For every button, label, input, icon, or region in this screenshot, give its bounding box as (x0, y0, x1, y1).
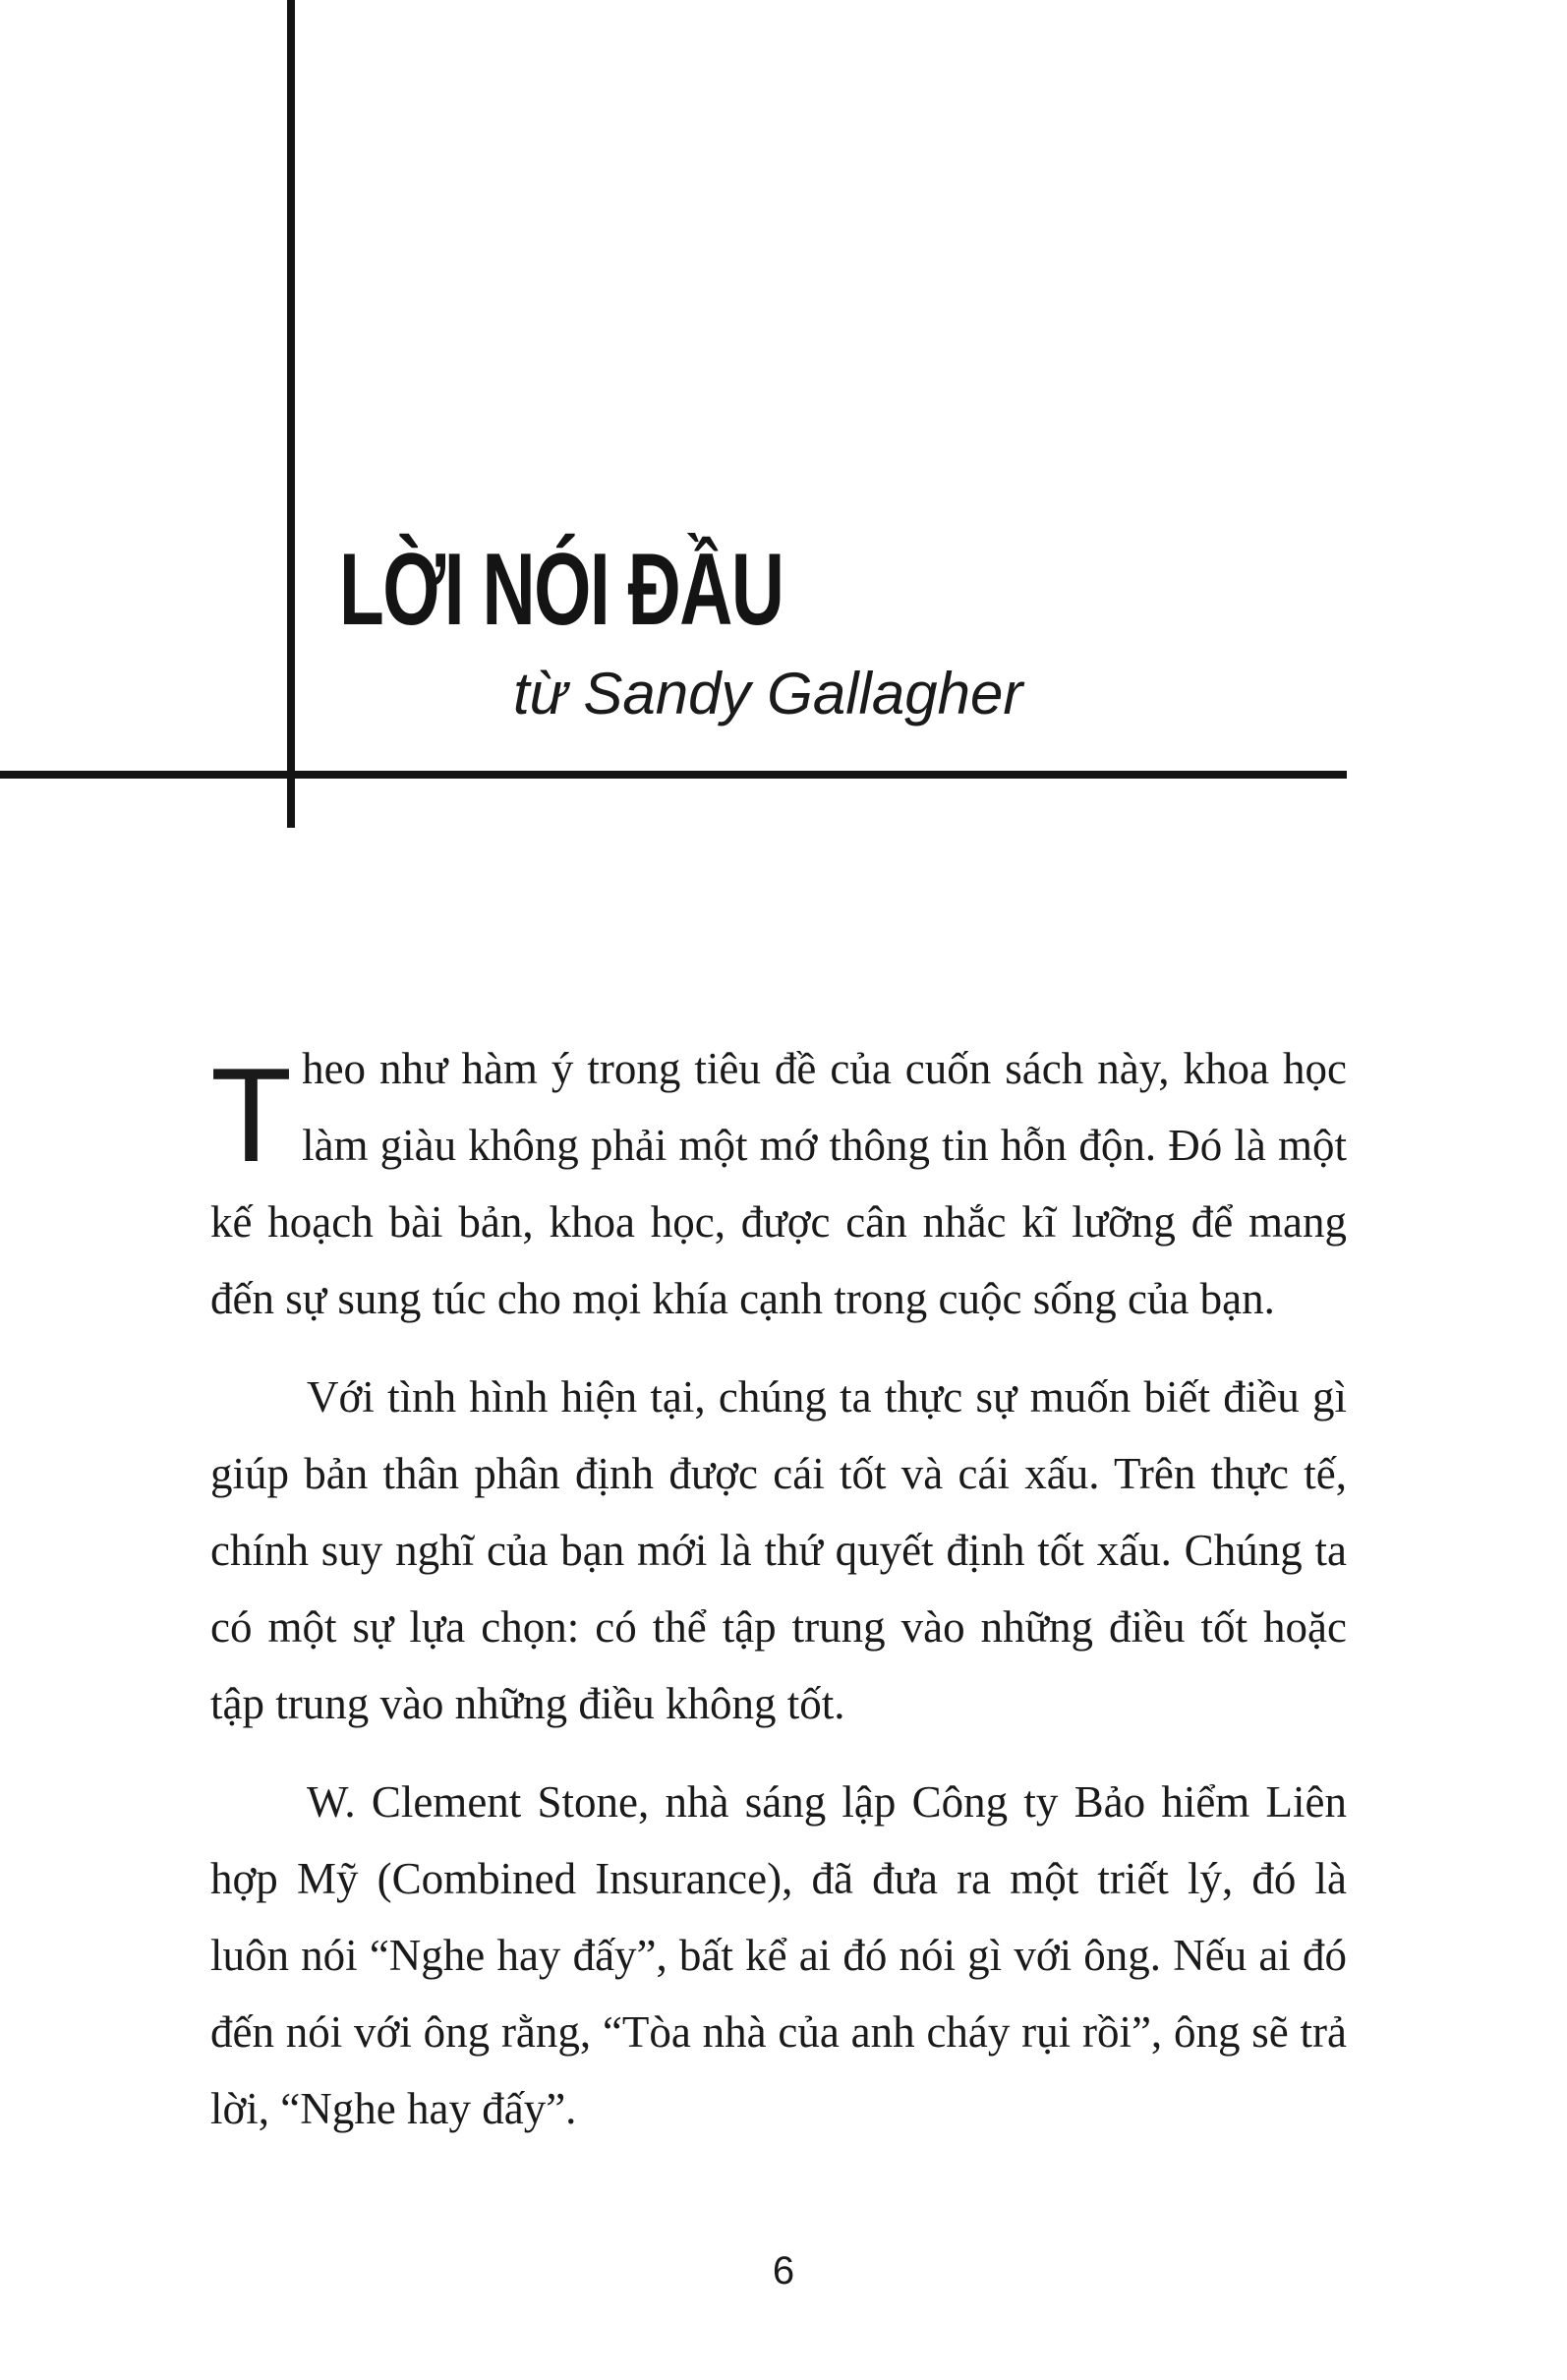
decorative-horizontal-rule (0, 771, 1347, 779)
paragraph-1-text: heo như hàm ý trong tiêu đề của cuốn sách này, khoa học làm giàu không phải một mớ thông tin hỗn độn. Đó là một kế hoạch bài bản, khoa học, được cân nhắc kĩ lưỡng để mang đến sự sung túc cho mọi khía cạnh trong cuộc sống của bạn. (210, 1044, 1347, 1323)
body-text (210, 1030, 1347, 2169)
chapter-title: LỜI NÓI ĐẦU (339, 533, 784, 647)
chapter-subtitle: từ Sandy Gallagher (513, 661, 1023, 726)
paragraph-3: W. Clement Stone, nhà sáng lập Công ty Bảo hiểm Liên hợp Mỹ (Combined Insurance), đã đưa ra một triết lý, đó là luôn nói “Nghe hay đấy”, bất kể ai đó nói gì với ông. Nếu ai đó đến nói với ông rằng, “Tòa nhà của anh cháy rụi rồi”, ông sẽ trả lời, “Nghe hay đấy”. (210, 1777, 1347, 2133)
paragraph-1 (210, 1030, 1347, 1337)
decorative-vertical-rule (287, 0, 295, 828)
paragraph-2: Với tình hình hiện tại, chúng ta thực sự muốn biết điều gì giúp bản thân phân định được cái tốt và cái xấu. Trên thực tế, chính suy nghĩ của bạn mới là thứ quyết định tốt xấu. Chúng ta có một sự lựa chọn: có thể tập trung vào những điều tốt hoặc tập trung vào những điều không tốt. (210, 1372, 1347, 1728)
page-number: 6 (772, 2249, 795, 2293)
drop-cap: T (210, 1040, 293, 1190)
